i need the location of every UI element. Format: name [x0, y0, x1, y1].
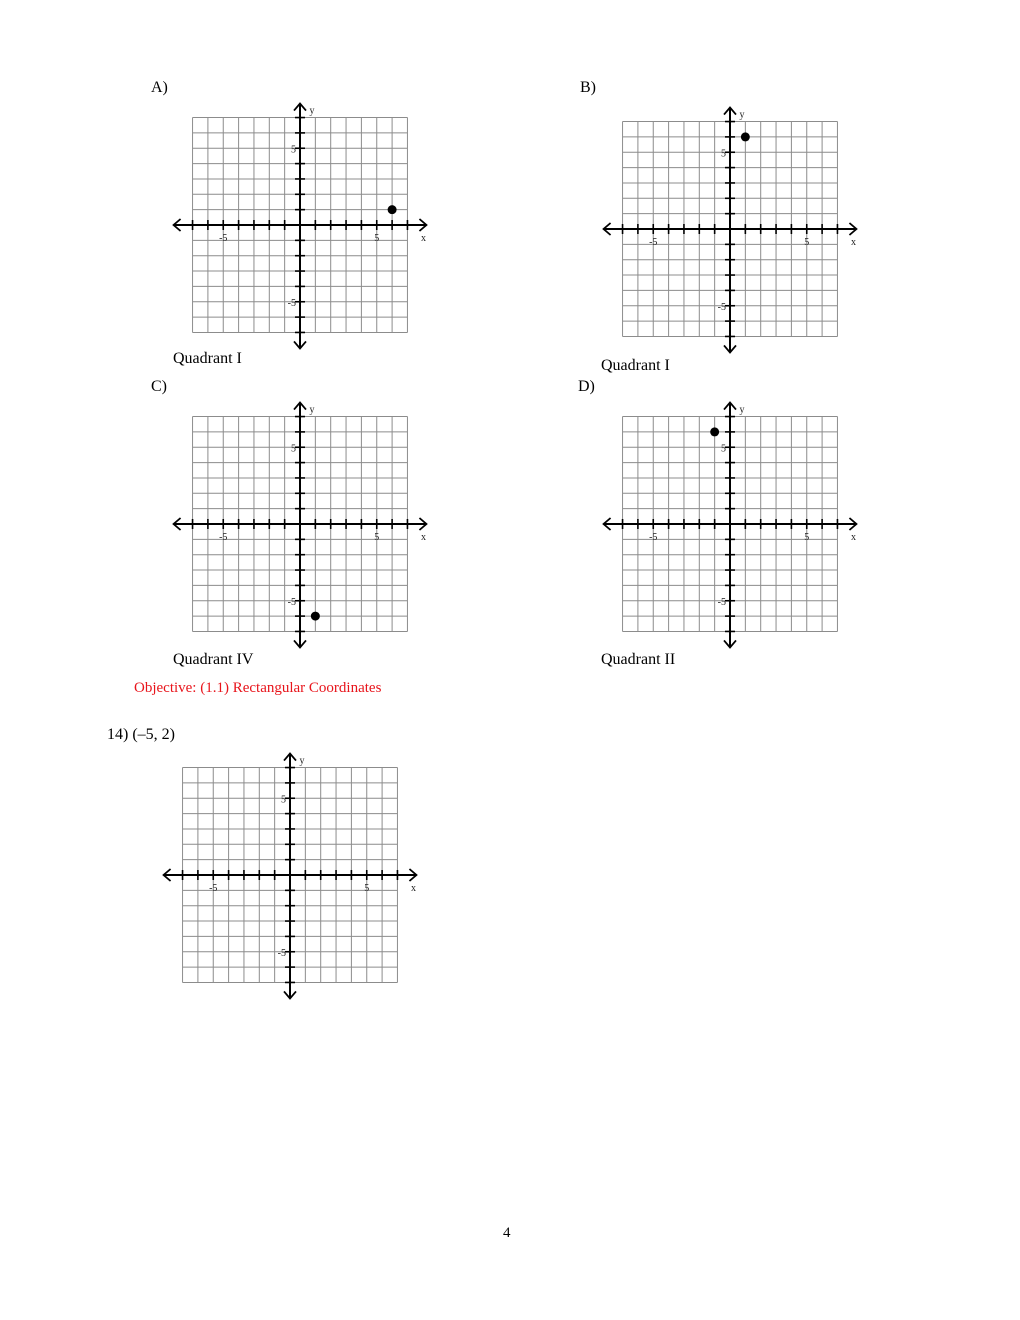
x-axis-label: x [420, 532, 426, 543]
plotted-point [311, 612, 320, 621]
y-axis-label: y [739, 404, 745, 416]
y-tick-label-5: 5 [281, 794, 286, 806]
y-axis-label: y [739, 109, 745, 121]
plotted-point [710, 427, 719, 436]
x-tick-label-5: 5 [374, 532, 380, 543]
x-tick-label-5: 5 [804, 532, 810, 543]
page-number: 4 [503, 1225, 511, 1241]
y-tick-label-5: 5 [291, 443, 296, 455]
option-a-label: A) [151, 79, 168, 96]
objective-text: Objective: (1.1) Rectangular Coordinates [134, 680, 382, 696]
option-d-caption: Quadrant II [601, 651, 676, 668]
y-axis-label: y [309, 105, 315, 117]
plotted-point [741, 132, 750, 141]
x-tick-label-neg5: -5 [649, 237, 658, 248]
x-tick-label-neg5: -5 [209, 883, 218, 894]
question-14 [107, 726, 175, 744]
y-tick-label-5: 5 [721, 443, 726, 455]
question-number: 14) [107, 726, 129, 743]
y-tick-label-neg5: -5 [287, 297, 296, 309]
option-c-caption: Quadrant IV [173, 651, 254, 668]
x-axis-label: x [850, 532, 856, 543]
y-axis-label: y [299, 755, 305, 767]
coordinate-plane-option-c [174, 403, 427, 648]
y-tick-label-5: 5 [291, 144, 296, 156]
x-tick-label-neg5: -5 [649, 532, 658, 543]
option-b-label: B) [580, 79, 596, 96]
y-tick-label-neg5: -5 [717, 596, 726, 608]
coordinate-plane-option-b [604, 108, 857, 353]
y-tick-label-5: 5 [721, 148, 726, 160]
question-text: (–5, 2) [132, 726, 175, 743]
x-tick-label-5: 5 [364, 883, 370, 894]
x-tick-label-5: 5 [374, 233, 380, 244]
coordinate-plane-question-14 [164, 754, 417, 999]
coordinate-plane-option-d [604, 403, 857, 648]
y-tick-label-neg5: -5 [277, 947, 286, 959]
x-axis-label: x [420, 233, 426, 244]
x-axis-label: x [850, 237, 856, 248]
x-tick-label-neg5: -5 [219, 233, 228, 244]
coordinate-plane-option-a [174, 104, 427, 349]
option-c-label: C) [151, 378, 167, 395]
plotted-point [388, 205, 397, 214]
option-b-caption: Quadrant I [601, 357, 670, 374]
x-axis-label: x [410, 883, 416, 894]
option-a-caption: Quadrant I [173, 350, 242, 367]
x-tick-label-neg5: -5 [219, 532, 228, 543]
y-tick-label-neg5: -5 [287, 596, 296, 608]
y-tick-label-neg5: -5 [717, 301, 726, 313]
y-axis-label: y [309, 404, 315, 416]
x-tick-label-5: 5 [804, 237, 810, 248]
option-d-label: D) [578, 378, 595, 395]
